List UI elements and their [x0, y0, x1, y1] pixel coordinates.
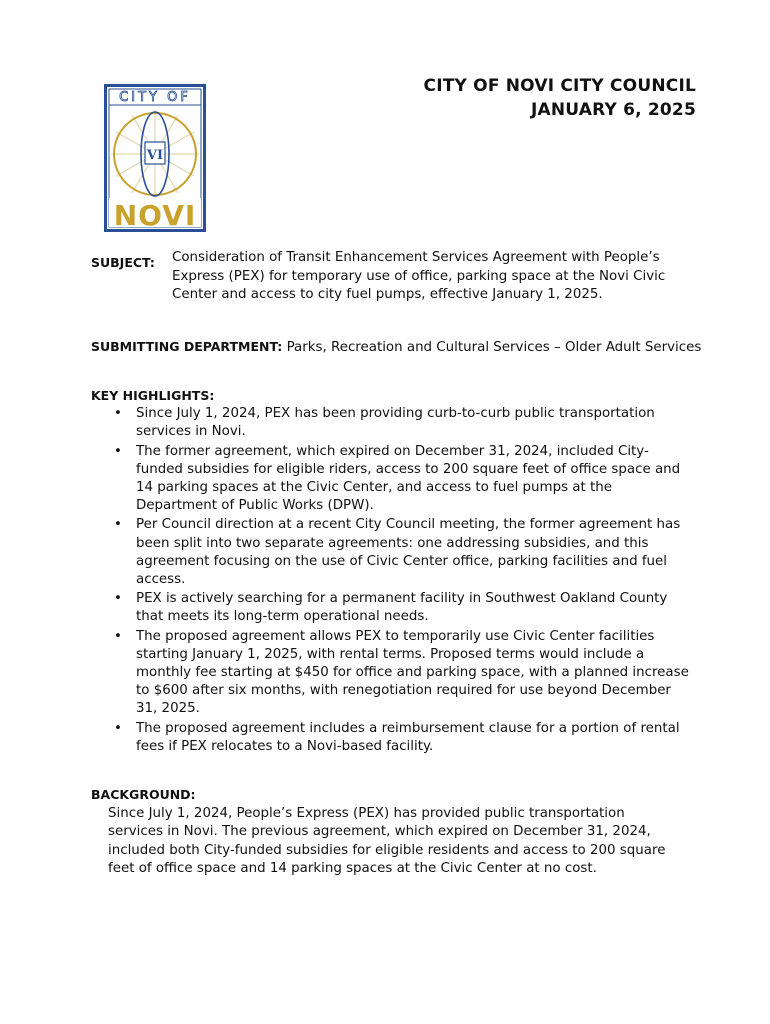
document-header	[424, 74, 696, 122]
novi-seal-icon	[104, 84, 206, 232]
highlights-list	[91, 405, 691, 756]
bullet-icon: •	[114, 517, 122, 533]
city-of-novi-logo	[104, 84, 206, 232]
bullet-icon: •	[114, 443, 122, 459]
header-title: CITY OF NOVI CITY COUNCIL	[423, 76, 696, 96]
logo-center-text: VI	[146, 148, 164, 163]
department-section	[91, 338, 711, 357]
list-item: • The proposed agreement allows PEX to temporarily use Civic Center facilities starting January 1, 2025, with rental terms. Proposed terms would include a monthly fee starting at $450 for office and parking space, with a planned increase to $600 after six months, with renegotiation required for use beyond December 31, 2025.	[114, 628, 689, 717]
list-item: • Since July 1, 2024, PEX has been providing curb-to-curb public transportation services in Novi.	[114, 406, 655, 440]
list-item: • The proposed agreement includes a reimbursement clause for a portion of rental fees if PEX relocates to a Novi-based facility.	[114, 720, 680, 754]
background-label: BACKGROUND:	[91, 787, 196, 802]
bullet-icon: •	[114, 628, 122, 644]
list-item: • PEX is actively searching for a permanent facility in Southwest Oakland County that meets its long-term operational needs.	[114, 591, 668, 625]
subject-text: Consideration of Transit Enhancement Services Agreement with People’s Express (PEX) for temporary use of office, parking space at the Novi Civic Center and access to city fuel pumps, effective January 1, 2025.	[172, 250, 666, 302]
list-item: • The former agreement, which expired on December 31, 2024, included City-funded subsidies for eligible riders, access to 200 square feet of office space and 14 parking spaces at the Civic Center, and access to fuel pumps at the Department of Public Works (DPW).	[114, 443, 681, 514]
logo-bottom-text: NOVI	[113, 199, 197, 232]
logo-top-text: CITY OF	[119, 90, 191, 105]
background-text: Since July 1, 2024, People’s Express (PEX) has provided public transportation services in Novi. The previous agreement, which expired on December 31, 2024, included both City-funded subsidies for eligible residents and access to 200 square feet of office space and 14 parking spaces at the Civic Center at no cost.	[108, 805, 666, 876]
header-date: JANUARY 6, 2025	[530, 100, 696, 120]
key-highlights-section	[91, 387, 691, 757]
bullet-icon: •	[114, 406, 122, 422]
key-highlights-label: KEY HIGHLIGHTS:	[91, 388, 215, 403]
bullet-icon: •	[114, 720, 122, 736]
department-text: Parks, Recreation and Cultural Services – Older Adult Services	[282, 340, 702, 355]
bullet-icon: •	[114, 591, 122, 607]
subject-label: SUBJECT:	[91, 255, 155, 270]
background-section	[91, 786, 691, 879]
department-label: SUBMITTING DEPARTMENT:	[91, 339, 283, 354]
list-item: • Per Council direction at a recent City Council meeting, the former agreement has been split into two separate agreements: one addressing subsidies, and this agreement focusing on the use of Civic Center office, parking facilities and fuel access.	[114, 517, 681, 588]
